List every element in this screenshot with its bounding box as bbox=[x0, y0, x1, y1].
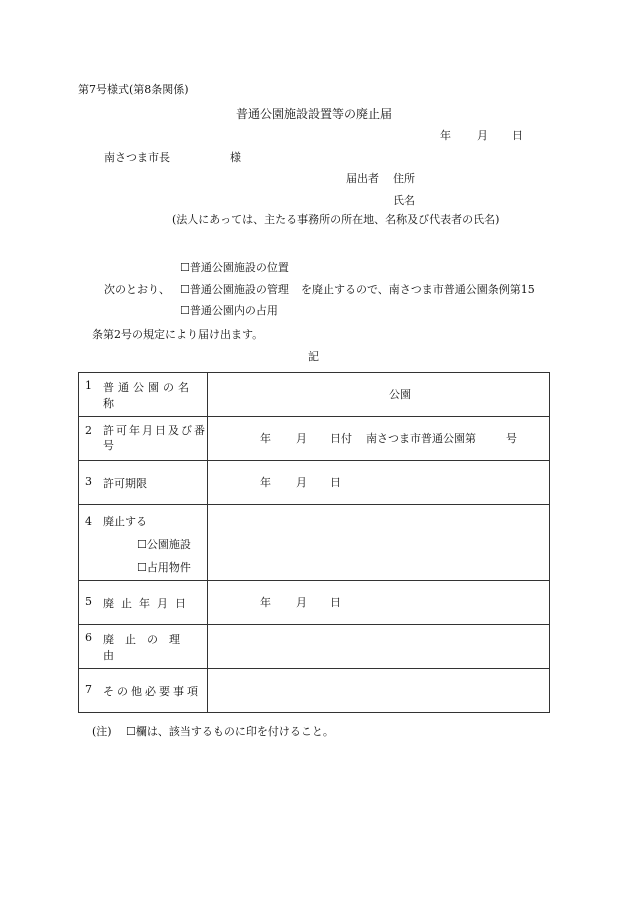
table-row bbox=[79, 581, 550, 625]
option-park-facility: ☐公園施設 bbox=[137, 537, 191, 551]
table-value-cell bbox=[208, 625, 550, 669]
table-label-cell bbox=[79, 581, 208, 625]
row-label: 廃止の理由 bbox=[103, 632, 191, 662]
name-label: 氏名 bbox=[393, 194, 415, 207]
option-location: ☐普通公園施設の位置 bbox=[180, 261, 289, 274]
table-row bbox=[79, 505, 550, 581]
option-occupancy: ☐普通公園内の占用 bbox=[180, 304, 278, 317]
row-number: 5 bbox=[85, 594, 92, 608]
row-label: 廃止する bbox=[103, 514, 147, 528]
addressee: 南さつま市長 bbox=[104, 151, 170, 164]
row-number: 2 bbox=[85, 423, 92, 437]
permit-year: 年 bbox=[260, 431, 271, 445]
table-row bbox=[79, 669, 550, 713]
permit-month: 月 bbox=[296, 431, 307, 445]
abolish-year: 年 bbox=[260, 595, 271, 609]
ki-heading: 記 bbox=[308, 350, 319, 363]
date-month: 月 bbox=[477, 129, 488, 142]
row-label: 許可期限 bbox=[103, 476, 147, 490]
row-number: 4 bbox=[85, 514, 92, 528]
table-label-cell bbox=[79, 461, 208, 505]
row-number: 7 bbox=[85, 682, 92, 696]
option-management: ☐普通公園施設の管理 bbox=[180, 283, 289, 296]
corporation-note: (法人にあっては、主たる事務所の所在地、名称及び代表者の氏名) bbox=[172, 213, 500, 226]
table-label-cell bbox=[79, 625, 208, 669]
table-value-cell bbox=[208, 581, 550, 625]
table-value-cell bbox=[208, 417, 550, 461]
address-label: 住所 bbox=[393, 172, 415, 185]
permit-text: 南さつま市普通公園第 bbox=[366, 431, 476, 445]
table-value-cell bbox=[208, 669, 550, 713]
notification-table bbox=[78, 372, 550, 713]
table-row bbox=[79, 625, 550, 669]
table-label-cell bbox=[79, 505, 208, 581]
table-label-cell bbox=[79, 669, 208, 713]
row-number: 6 bbox=[85, 630, 92, 644]
form-number: 第7号様式(第8条関係) bbox=[78, 83, 189, 96]
tail-text: を廃止するので、南さつま市普通公園条例第15 bbox=[301, 283, 535, 296]
row-number: 3 bbox=[85, 474, 92, 488]
row-label: その他必要事項 bbox=[103, 684, 201, 698]
note-text: ☐欄は、該当するものに印を付けること。 bbox=[126, 725, 334, 738]
table-row bbox=[79, 417, 550, 461]
notifier-label: 届出者 bbox=[346, 172, 379, 185]
date-day: 日 bbox=[512, 129, 523, 142]
limit-day: 日 bbox=[330, 475, 341, 489]
table-value-cell bbox=[208, 505, 550, 581]
row-label: 廃止年月日 bbox=[103, 596, 193, 610]
honorific: 様 bbox=[230, 151, 241, 164]
permit-day: 日付 bbox=[330, 431, 352, 445]
option-occupied-object: ☐占用物件 bbox=[137, 560, 191, 574]
table-value-cell bbox=[208, 461, 550, 505]
date-year: 年 bbox=[440, 129, 451, 142]
body-line2: 条第2号の規定により届け出ます。 bbox=[92, 328, 264, 341]
document-title: 普通公園施設設置等の廃止届 bbox=[236, 107, 393, 121]
note-prefix: (注) bbox=[92, 725, 112, 738]
lead-text: 次のとおり、 bbox=[104, 283, 170, 296]
table-value-cell bbox=[208, 373, 550, 417]
abolish-day: 日 bbox=[330, 595, 341, 609]
table-row bbox=[79, 373, 550, 417]
abolish-month: 月 bbox=[296, 595, 307, 609]
limit-month: 月 bbox=[296, 475, 307, 489]
limit-year: 年 bbox=[260, 475, 271, 489]
permit-go: 号 bbox=[506, 431, 517, 445]
table-row bbox=[79, 461, 550, 505]
row-number: 1 bbox=[85, 378, 92, 392]
table-label-cell bbox=[79, 373, 208, 417]
row-label: 許可年月日及び番号 bbox=[103, 423, 207, 452]
table-label-cell bbox=[79, 417, 208, 461]
row-label: 普通公園の名称 bbox=[103, 380, 193, 410]
park-name-suffix: 公園 bbox=[389, 387, 411, 401]
